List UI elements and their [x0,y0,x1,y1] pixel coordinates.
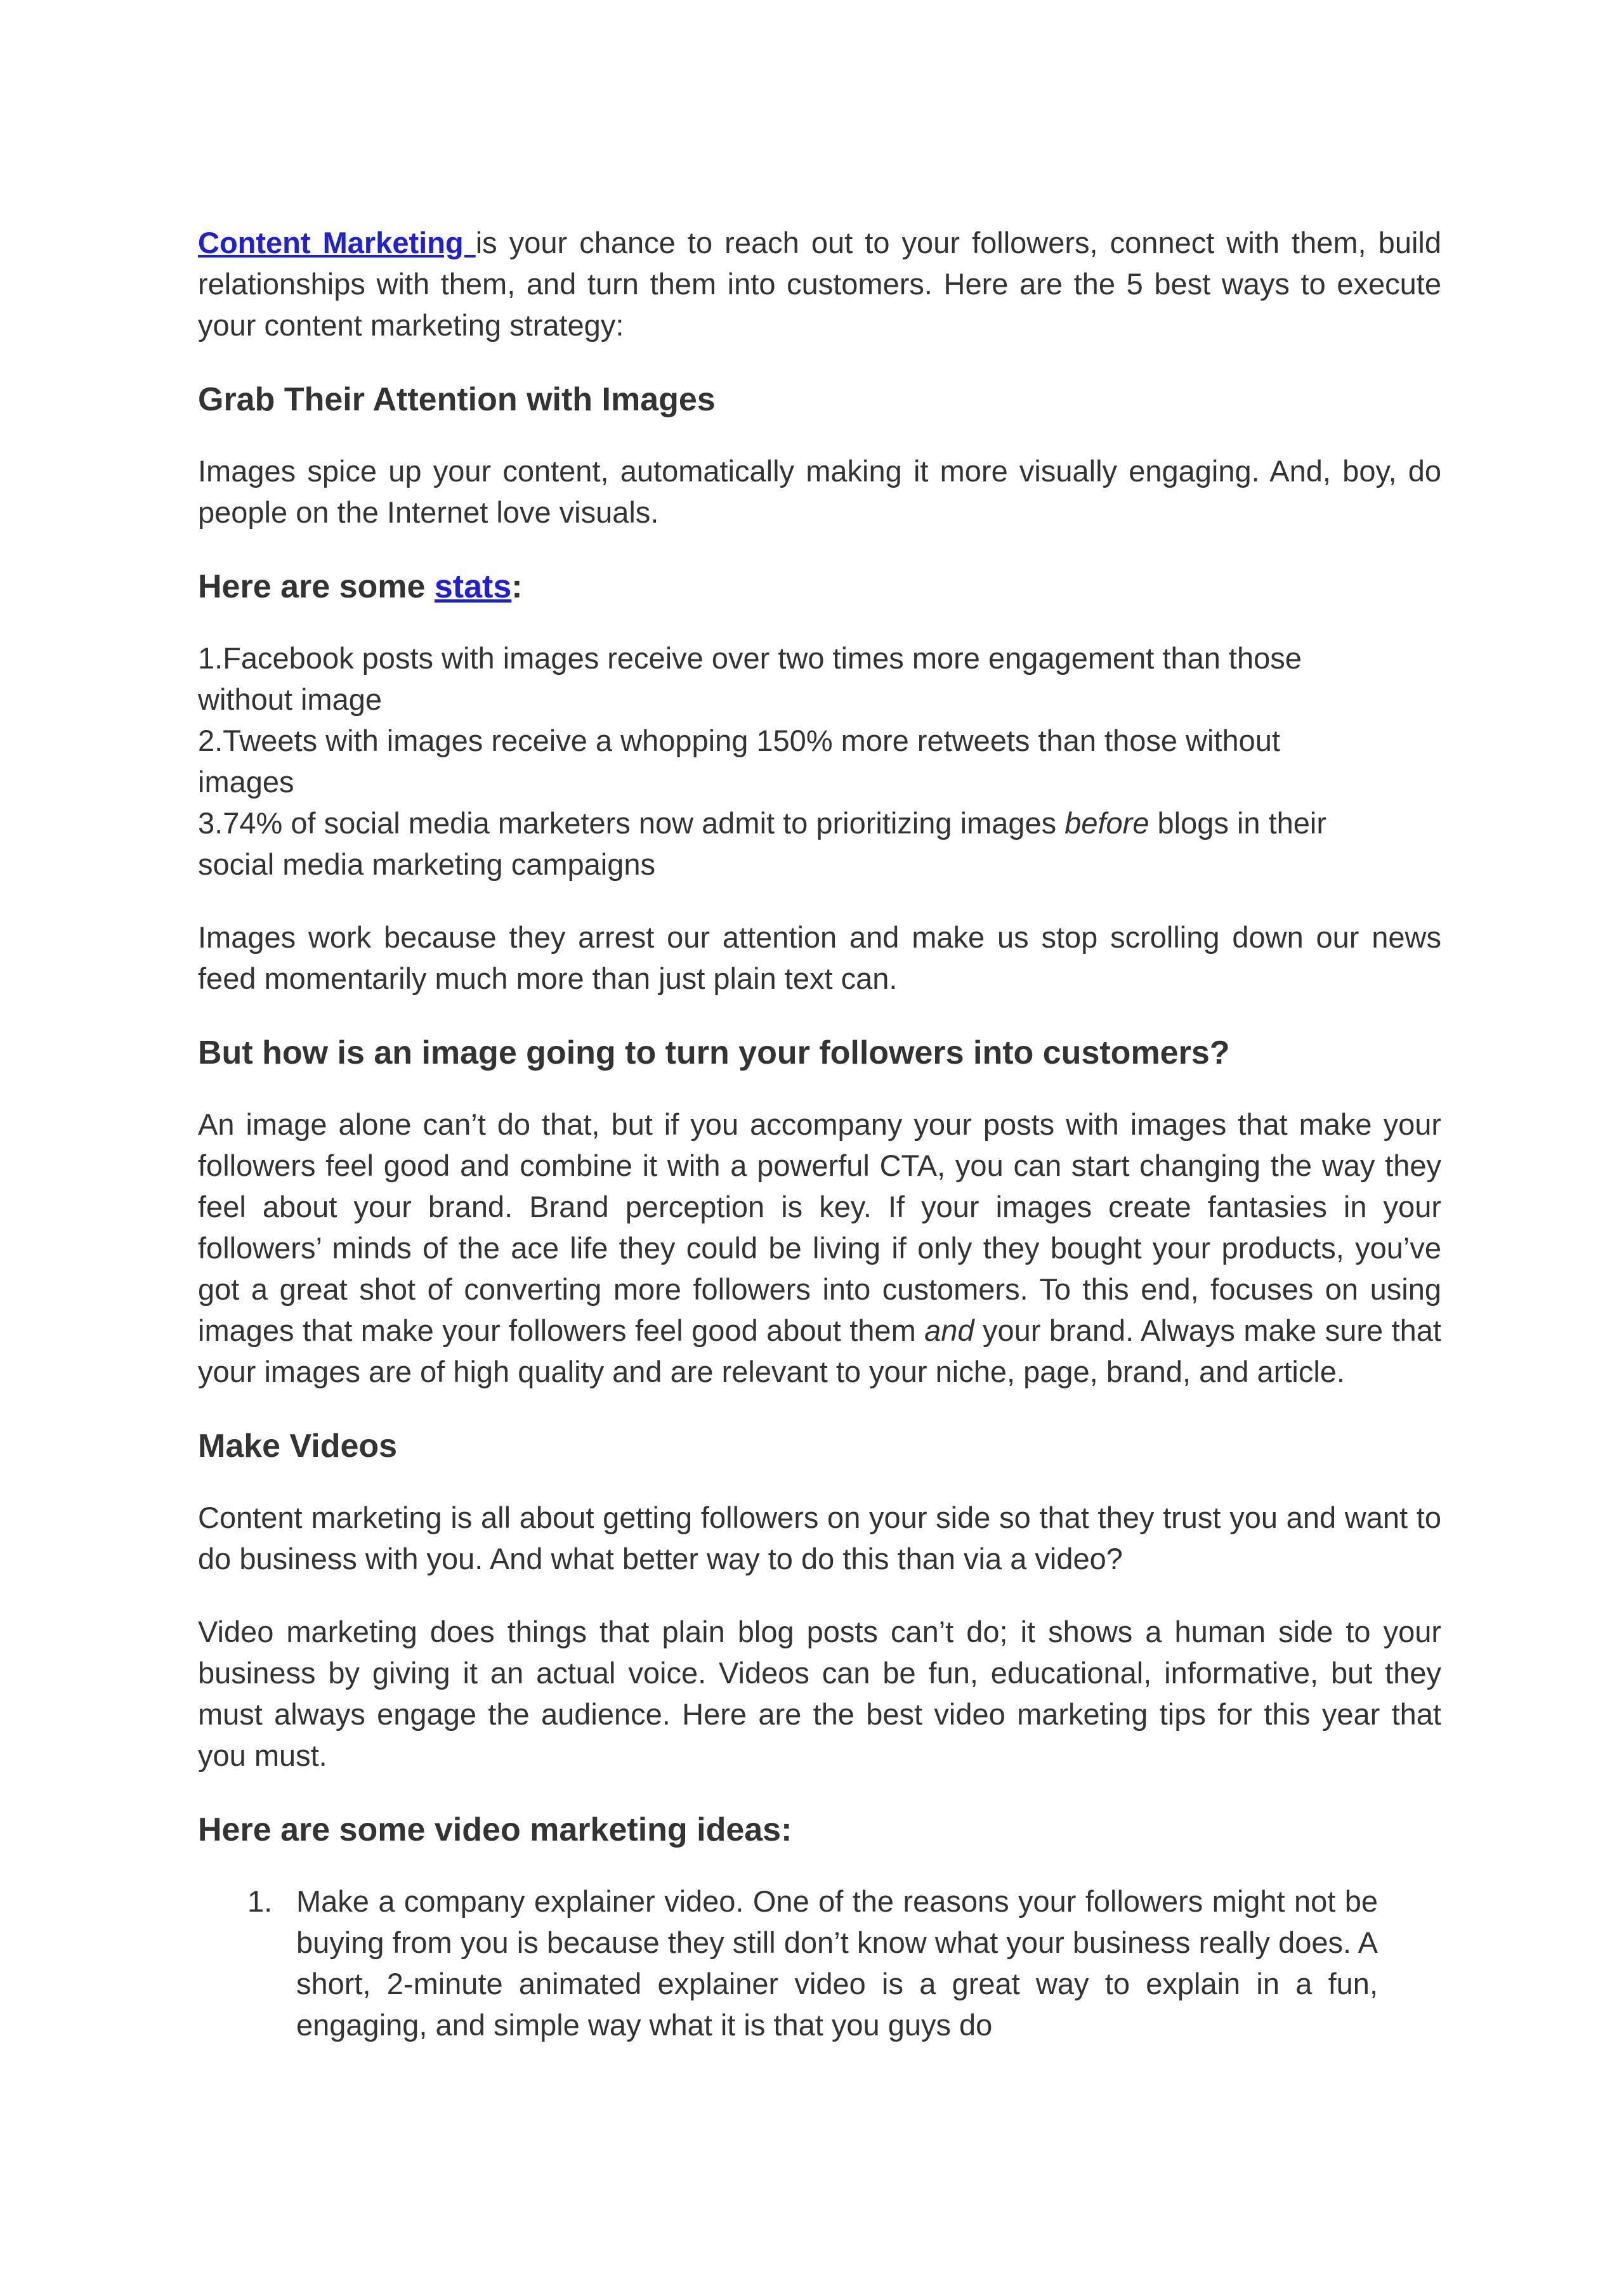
stat-item [198,802,1327,885]
videos-paragraph-1: Content marketing is all about getting followers on your side so that they trust you and want to do business with you. And what better way to do this than via a video? [198,1501,1441,1575]
videos-heading: Make Videos [198,1428,398,1464]
how-heading: But how is an image going to turn your followers into customers? [198,1034,1230,1071]
video-ideas-heading: Here are some video marketing ideas: [198,1811,792,1848]
stats-list [198,637,1441,885]
content-marketing-link[interactable]: Content Marketing [198,226,476,259]
stats-heading-prefix: Here are some [198,568,435,605]
stat-item-text: blogs in their social media marketing campaigns [198,806,1327,881]
intro-text: is your chance to reach out to your followers, connect with them, build relationships with them, and turn them into customers. Here are the 5 best ways to execute your content marketing strategy: [198,226,1441,342]
videos-paragraph-2: Video marketing does things that plain blog posts can’t do; it shows a human side to your business by giving it an actual voice. Videos can be fun, educational, informative, but they must always engage the audience. Here are the best video marketing tips for this year that you must. [198,1615,1441,1772]
how-paragraph [198,1104,1441,1392]
video-ideas-list [198,1881,1441,2045]
stat-item: 2.Tweets with images receive a whopping 150% more retweets than those without images [198,724,1280,799]
stat-item-text: 3.74% of social media marketers now admit to prioritizing images [198,806,1065,840]
images-heading: Grab Their Attention with Images [198,381,716,418]
list-item-text: Make a company explainer video. One of the reasons your followers might not be buying from you is because they still don’t know what your business really does. A short, 2-minute animated explainer video is a great way to explain in a fun, engaging, and simple way what it is that you guys do [296,1884,1378,2042]
how-paragraph-text: An image alone can’t do that, but if you accompany your posts with images that make your followers feel good and combine it with a powerful CTA, you can start changing the way they feel about your brand. Brand perception is key. If your images create fantasies in your followers’ minds of the ace life they could be living if only they bought your products, you’ve got a great shot of converting more followers into customers. To this end, focuses on using images that make your followers feel good about them [198,1107,1441,1347]
stats-heading-suffix: : [511,568,523,605]
stat-item-emphasis: before [1064,806,1149,840]
images-work-paragraph: Images work because they arrest our attention and make us stop scrolling down our news feed momentarily much more than just plain text can. [198,920,1441,995]
stat-item: 1.Facebook posts with images receive over two times more engagement than those without image [198,641,1302,716]
how-paragraph-emphasis: and [924,1314,974,1347]
stats-link[interactable]: stats [434,568,512,605]
how-paragraph-text: your brand. Always make sure that your images are of high quality and are relevant to your niche, page, brand, and article. [198,1314,1441,1388]
images-paragraph: Images spice up your content, automatically making it more visually engaging. And, boy, do people on the Internet love visuals. [198,454,1441,529]
document-page [198,222,1441,2045]
intro-paragraph [198,222,1441,346]
list-item-number: 1. [247,1884,273,1918]
stats-heading [198,564,1441,609]
list-item [198,1881,1441,2045]
